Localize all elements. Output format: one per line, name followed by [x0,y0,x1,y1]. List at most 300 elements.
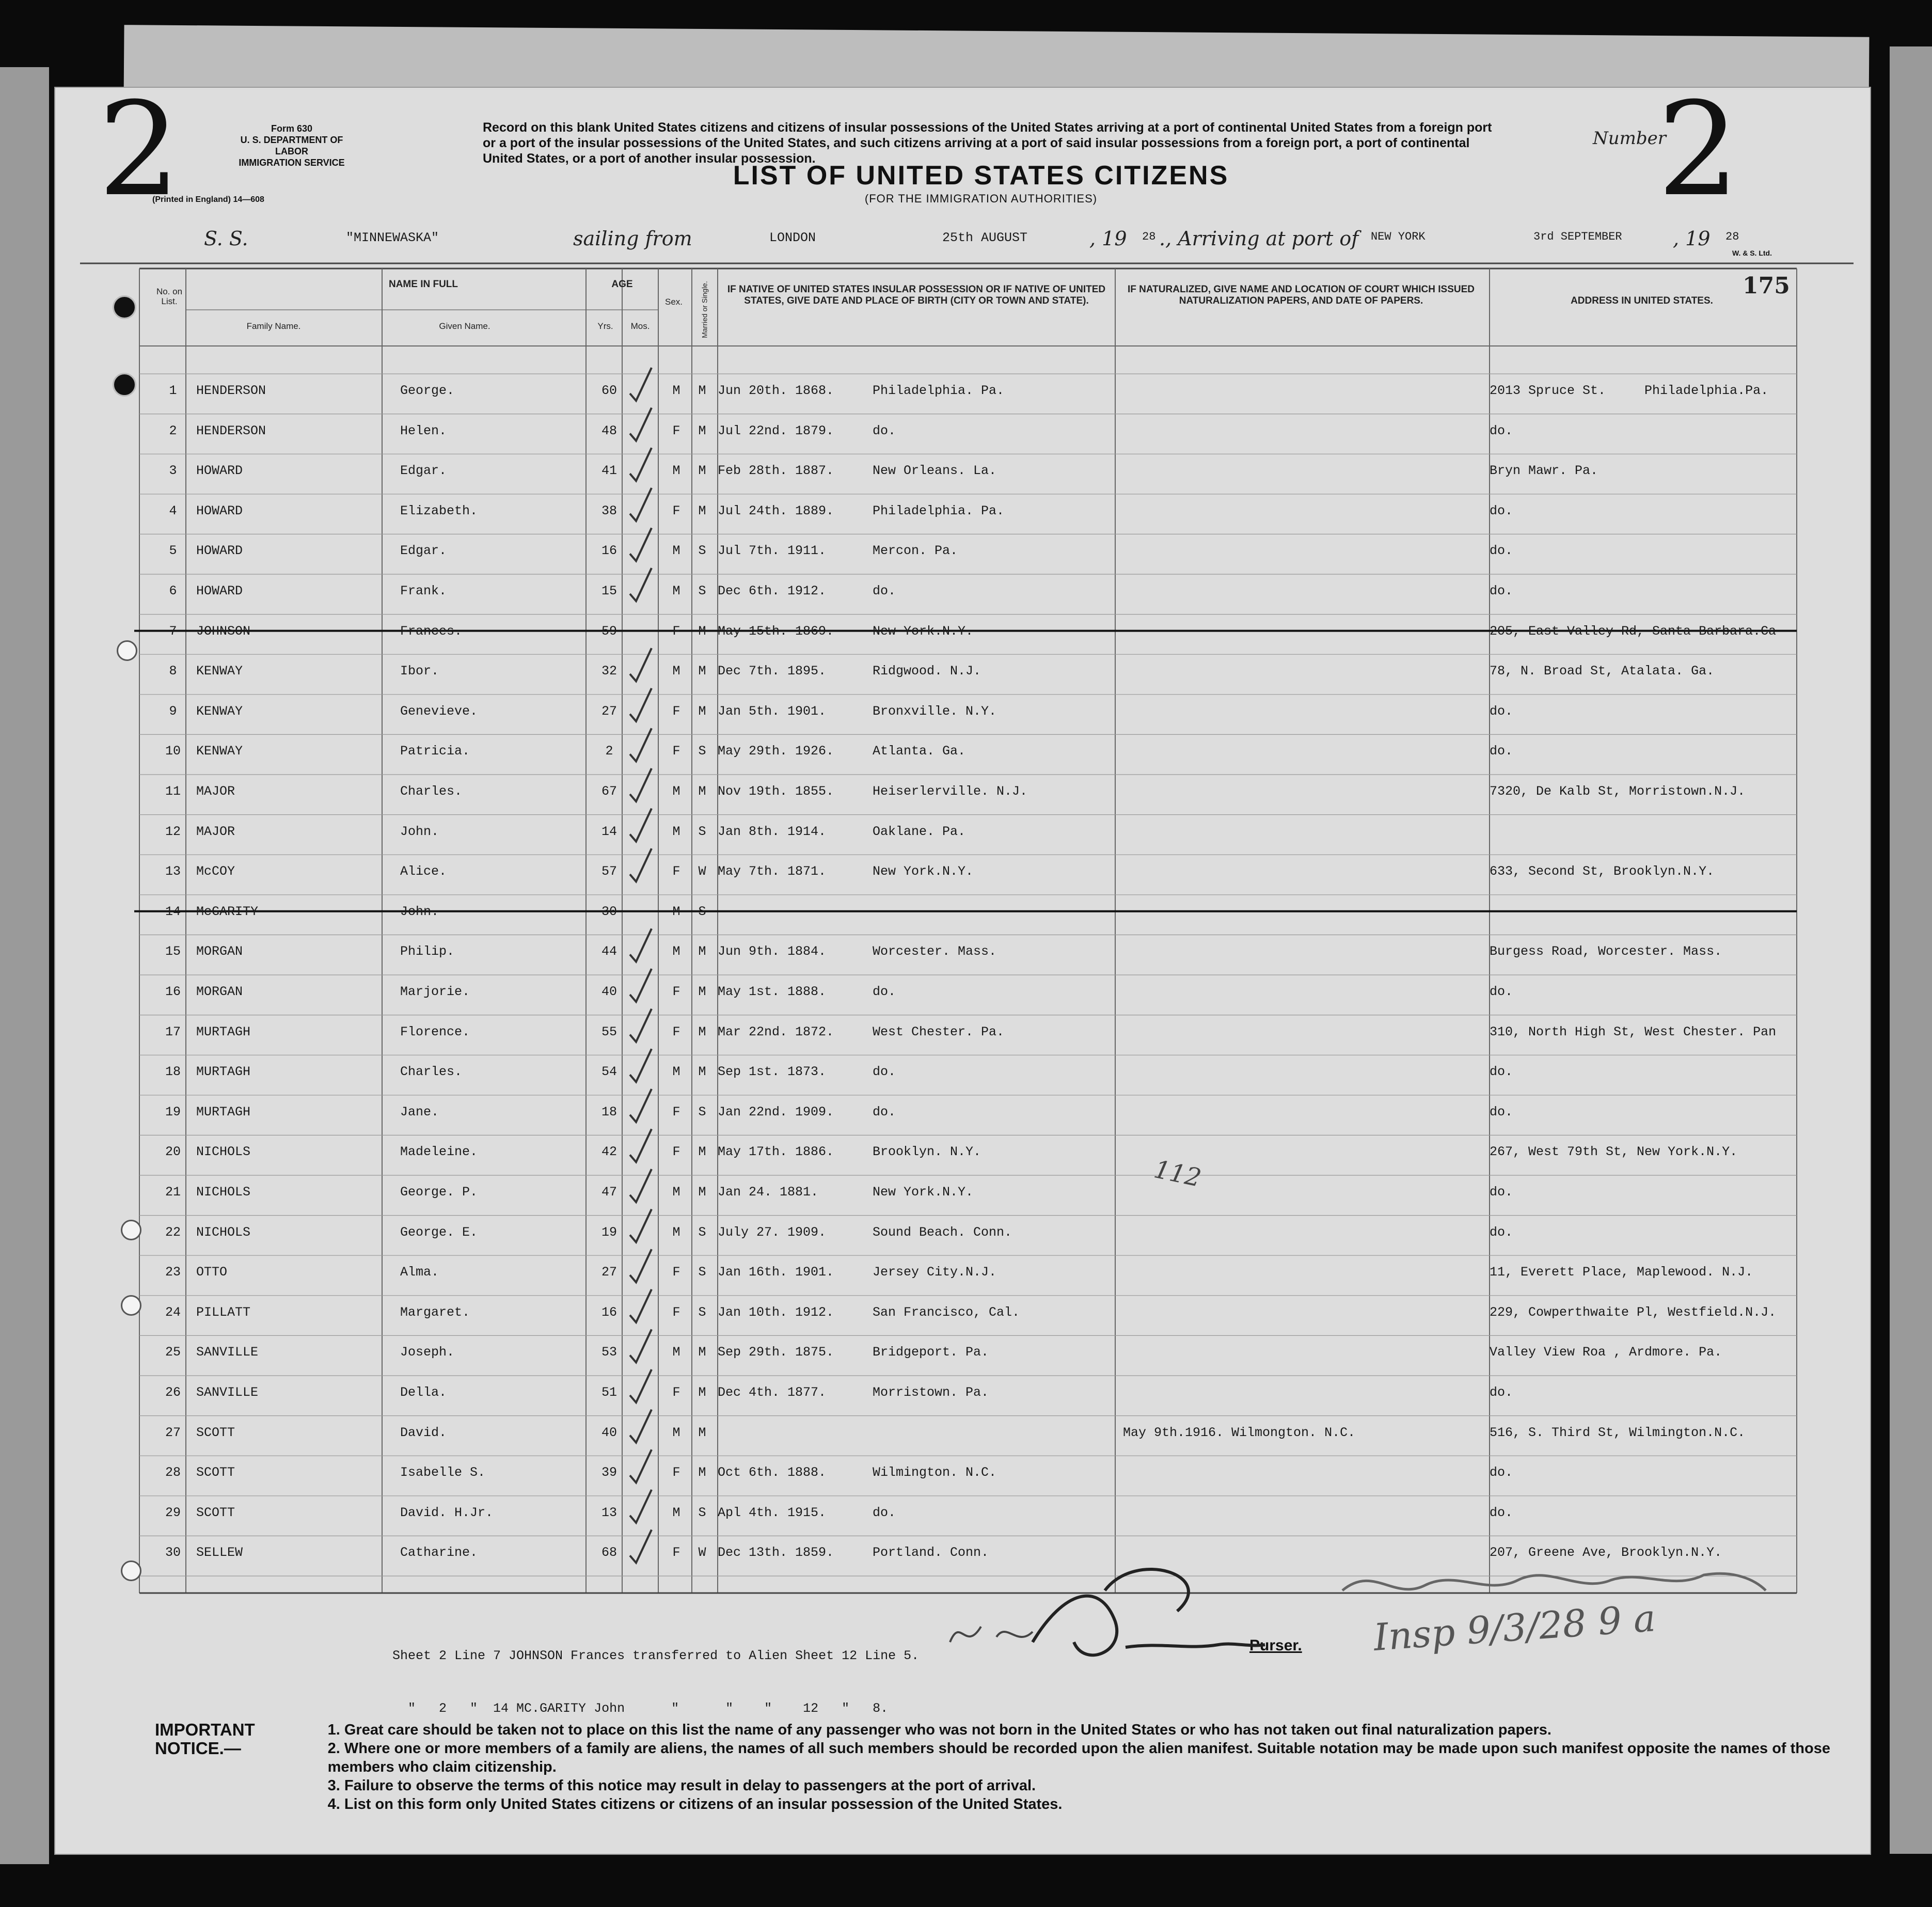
cell-birth-date: Dec 6th. 1912. [718,584,827,598]
cell-family: MORGAN [196,944,243,959]
service: IMMIGRATION SERVICE [239,157,345,168]
page-stamp: 175 [1743,273,1790,299]
col-mos: Mos. [630,321,650,331]
cell-birth-place: do. [873,984,896,999]
cell-address: 207, Greene Ave, Brooklyn.N.Y. [1490,1545,1722,1561]
cell-marital: M [698,1144,706,1160]
cell-birth-date: Jan 16th. 1901. [718,1265,834,1280]
cell-sex: M [672,1345,680,1360]
cell-age: 2 [605,744,613,759]
cell-birth-place: West Chester. Pa. [873,1024,1005,1039]
cell-address: 2013 Spruce St. Philadelphia.Pa. [1490,383,1769,398]
cell-age: 53 [601,1345,617,1360]
cell-sex: M [672,664,680,679]
col-sex: Sex. [664,297,683,307]
cell-address: do. [1490,1064,1513,1080]
cell-marital: M [698,463,706,479]
cell-birth-date: Jun 9th. 1884. [718,944,827,959]
cell-given: Catharine. [400,1545,478,1561]
cell-given: Helen. [400,423,447,438]
cell-given: George. [400,383,455,398]
page-title: LIST OF UNITED STATES CITIZENS [733,161,1229,191]
cell-given: Elizabeth. [400,503,478,518]
cell-birth-date: Sep 1st. 1873. [718,1064,827,1080]
cell-birth-place: Mercon. Pa. [873,543,958,559]
cell-address: do. [1490,1505,1513,1520]
cell-given: John. [400,824,439,839]
cell-no: 15 [165,944,181,959]
cell-age: 54 [601,1064,617,1080]
notice-item: 3. Failure to observe the terms of this notice may result in delay to passengers at the port of arrival. [327,1777,1036,1794]
printed-note: (Printed in England) 14—608 [152,195,264,204]
cell-marital: M [698,703,706,719]
cell-birth-place: Portland. Conn. [873,1545,989,1561]
cell-naturalized: May 9th.1916. Wilmongton. N.C. [1123,1425,1356,1440]
cell-marital: M [698,784,706,799]
cell-sex: M [672,383,680,398]
sailing-label: sailing from [573,227,692,250]
cell-birth-date: Jul 24th. 1889. [718,503,834,518]
cell-marital: M [698,664,706,679]
cell-address: 633, Second St, Brooklyn.N.Y. [1490,864,1715,879]
cell-family: MORGAN [196,984,243,999]
cell-age: 18 [601,1104,617,1120]
departure-port: LONDON [769,230,816,245]
cell-birth-date: May 1st. 1888. [718,984,827,999]
cell-age: 55 [601,1024,617,1039]
cell-marital: M [698,623,706,639]
cell-given: Edgar. [400,543,447,559]
transfer-line-1: Sheet 2 Line 7 JOHNSON Frances transferred to Alien Sheet 12 Line 5. [392,1648,920,1663]
cell-no: 20 [165,1144,181,1160]
cell-sex: M [672,944,680,959]
notice-item: 4. List on this form only United States citizens or citizens of an insular possession of the United States. [327,1796,1063,1813]
cell-age: 38 [601,503,617,518]
cell-no: 8 [169,664,177,679]
cell-no: 7 [169,623,177,639]
cell-address: do. [1490,984,1513,999]
cell-birth-place: do. [873,1505,896,1520]
cell-birth-place: Heiserlerville. N.J. [873,784,1028,799]
arrival-date: 3rd SEPTEMBER [1533,230,1622,243]
cell-given: Frances. [400,623,463,639]
cell-birth-date: May 7th. 1871. [718,864,827,879]
departure-year: 28 [1142,230,1156,243]
cell-family: NICHOLS [196,1144,251,1160]
cell-marital: S [698,1224,706,1240]
departure-date: 25th AUGUST [942,230,1028,245]
cell-given: David. H.Jr. [400,1505,494,1520]
cell-age: 27 [601,703,617,719]
cell-birth-date: Dec 13th. 1859. [718,1545,834,1561]
cell-family: McCOY [196,864,235,879]
cell-birth-date: Jun 20th. 1868. [718,383,834,398]
cell-birth-place: Philadelphia. Pa. [873,503,1005,518]
cell-age: 51 [601,1385,617,1400]
cell-family: HOWARD [196,463,243,479]
cell-sex: M [672,584,680,598]
cell-no: 21 [165,1185,181,1200]
cell-family: MURTAGH [196,1104,251,1120]
cell-age: 39 [601,1465,617,1480]
cell-birth-date: Jan 5th. 1901. [718,703,827,719]
cell-marital: S [698,584,706,598]
cell-age: 40 [601,1425,617,1440]
cell-address: 310, North High St, West Chester. Pan [1490,1024,1777,1039]
cell-family: KENWAY [196,744,243,759]
cell-no: 5 [169,543,177,559]
corner-number-right: 2 [1657,74,1740,225]
cell-age: 27 [601,1265,617,1280]
cell-marital: S [698,1265,706,1280]
cell-address: 11, Everett Place, Maplewood. N.J. [1490,1265,1753,1280]
cell-address: do. [1490,584,1513,598]
cell-address: do. [1490,703,1513,719]
cell-marital: M [698,503,706,518]
col-given-name: Given Name. [439,321,490,331]
cell-given: George. P. [400,1185,478,1200]
cell-family: KENWAY [196,703,243,719]
cell-sex: F [672,1104,680,1120]
cell-birth-place: Oaklane. Pa. [873,824,966,839]
cell-birth-place: Worcester. Mass. [873,944,997,959]
cell-address: do. [1490,423,1513,438]
cell-sex: F [672,1024,680,1039]
col-yrs: Yrs. [597,321,613,331]
cell-marital: M [698,1465,706,1480]
cell-no: 11 [165,784,181,799]
cell-marital: W [698,1545,706,1561]
cell-family: HOWARD [196,503,243,518]
cell-address: 78, N. Broad St, Atalata. Ga. [1490,664,1715,679]
cell-birth-place: New York.N.Y. [873,623,974,639]
col-address: ADDRESS IN UNITED STATES. [1571,295,1713,306]
cell-marital: W [698,864,706,879]
arrival-year: 28 [1725,230,1739,243]
cell-age: 16 [601,1304,617,1320]
cell-age: 59 [601,623,617,639]
form-number: Form 630 [271,123,313,134]
cell-marital: M [698,944,706,959]
cell-sex: F [672,703,680,719]
cell-birth-date: Sep 29th. 1875. [718,1345,834,1360]
cell-no: 13 [165,864,181,879]
cell-family: MAJOR [196,784,235,799]
cell-birth-place: Sound Beach. Conn. [873,1224,1012,1240]
cell-birth-place: do. [873,1064,896,1080]
cell-no: 25 [165,1345,181,1360]
cell-birth-date: Jul 22nd. 1879. [718,423,834,438]
cell-birth-place: do. [873,423,896,438]
cell-age: 15 [601,584,617,598]
cell-birth-date: Mar 22nd. 1872. [718,1024,834,1039]
cell-given: Joseph. [400,1345,455,1360]
cell-address: do. [1490,543,1513,559]
printer-mark: W. & S. Ltd. [1732,249,1772,257]
cell-birth-date: Jul 7th. 1911. [718,543,827,559]
cell-no: 16 [165,984,181,999]
cell-birth-place: Wilmington. N.C. [873,1465,997,1480]
cell-address: do. [1490,1185,1513,1200]
cell-sex: M [672,904,680,919]
purser-signature [1033,1569,1265,1655]
cell-family: SCOTT [196,1425,235,1440]
cell-sex: F [672,1304,680,1320]
margin-initials [950,1627,1033,1642]
cell-no: 19 [165,1104,181,1120]
cell-family: SCOTT [196,1465,235,1480]
cell-age: 13 [601,1505,617,1520]
arriving-label: ., Arriving at port of [1159,227,1359,250]
cell-no: 3 [169,463,177,479]
cell-sex: F [672,1385,680,1400]
cell-no: 22 [165,1224,181,1240]
arrival-port: NEW YORK [1371,230,1426,243]
cell-birth-date: Jan 24. 1881. [718,1185,819,1200]
cell-marital: M [698,383,706,398]
cell-no: 4 [169,503,177,518]
inspector-signature [1342,1573,1766,1590]
cell-age: 16 [601,543,617,559]
cell-age: 44 [601,944,617,959]
cell-no: 27 [165,1425,181,1440]
cell-given: Edgar. [400,463,447,479]
cell-given: Genevieve. [400,703,478,719]
cell-family: HOWARD [196,584,243,598]
col-age: AGE [611,279,633,290]
cell-birth-date: Apl 4th. 1915. [718,1505,827,1520]
cell-family: HENDERSON [196,383,266,398]
cell-address: do. [1490,1465,1513,1480]
cell-family: OTTO [196,1265,228,1280]
cell-no: 6 [169,584,177,598]
corner-number-left: 2 [98,74,181,225]
cell-sex: M [672,463,680,479]
cell-sex: M [672,1425,680,1440]
cell-family: McGARITY [196,904,259,919]
cell-birth-place: do. [873,1104,896,1120]
cell-marital: S [698,1505,706,1520]
cell-address: Valley View Roa , Ardmore. Pa. [1490,1345,1722,1360]
cell-sex: F [672,984,680,999]
cell-birth-place: New York.N.Y. [873,864,974,879]
cell-sex: M [672,1224,680,1240]
cell-age: 30 [601,904,617,919]
number-label: Number [1593,128,1667,149]
cell-birth-place: Jersey City.N.J. [873,1265,997,1280]
cell-age: 40 [601,984,617,999]
cell-marital: S [698,904,706,919]
cell-birth-place: New Orleans. La. [873,463,997,479]
cell-marital: M [698,1024,706,1039]
cell-address: do. [1490,744,1513,759]
cell-given: Madeleine. [400,1144,478,1160]
cell-birth-date: Nov 19th. 1855. [718,784,834,799]
cell-sex: M [672,784,680,799]
cell-birth-place: Bridgeport. Pa. [873,1345,989,1360]
cell-sex: M [672,824,680,839]
cell-no: 30 [165,1545,181,1561]
cell-no: 17 [165,1024,181,1039]
cell-sex: F [672,623,680,639]
cell-birth-date: Jan 22nd. 1909. [718,1104,834,1120]
cell-no: 10 [165,744,181,759]
cell-age: 68 [601,1545,617,1561]
cell-no: 9 [169,703,177,719]
cell-marital: M [698,1185,706,1200]
cell-given: Ibor. [400,664,439,679]
year-prefix-2: , 19 [1673,227,1711,250]
cell-marital: M [698,1425,706,1440]
cell-age: 57 [601,864,617,879]
cell-address: 7320, De Kalb St, Morristown.N.J. [1490,784,1746,799]
cell-marital: M [698,1345,706,1360]
cell-birth-date: May 17th. 1886. [718,1144,834,1160]
cell-age: 19 [601,1224,617,1240]
cell-given: Patricia. [400,744,470,759]
cell-sex: M [672,1185,680,1200]
page-subtitle: (FOR THE IMMIGRATION AUTHORITIES) [864,192,1098,205]
cell-sex: F [672,1144,680,1160]
cell-birth-place: Atlanta. Ga. [873,744,966,759]
cell-address: 205, East Valley Rd, Santa Barbara.Ca [1490,623,1777,639]
cell-birth-date: Dec 7th. 1895. [718,664,827,679]
notice-item: 2. Where one or more members of a family are aliens, the names of all such members should be recorded upon the alien manifest. Suitable notation may be made upon such manifest opposite the names of those members who claim citizenship. [327,1740,1830,1775]
department: U. S. DEPARTMENT OF LABOR [240,135,343,156]
cell-age: 14 [601,824,617,839]
cell-age: 42 [601,1144,617,1160]
cell-age: 67 [601,784,617,799]
cell-family: HOWARD [196,543,243,559]
cell-birth-place: Bronxville. N.Y. [873,703,997,719]
col-no: No. on List. [156,287,183,306]
cell-sex: F [672,1265,680,1280]
col-birth: IF NATIVE OF UNITED STATES INSULAR POSSESSION OR IF NATIVE OF UNITED STATES, GIVE DATE AND PLACE OF BIRTH (CITY OR TOWN AND STATE). [727,284,1106,306]
col-naturalized: IF NATURALIZED, GIVE NAME AND LOCATION OF COURT WHICH ISSUED NATURALIZATION PAPERS, AND DATE OF PAPERS. [1127,284,1475,306]
cell-address: do. [1490,503,1513,518]
cell-given: George. E. [400,1224,478,1240]
important-notice [155,1721,1833,1814]
cell-no: 26 [165,1385,181,1400]
cell-marital: S [698,543,706,559]
cell-family: PILLATT [196,1304,251,1320]
cell-marital: S [698,824,706,839]
cell-no: 24 [165,1304,181,1320]
cell-address: Bryn Mawr. Pa. [1490,463,1598,479]
transfer-line-2: " 2 " 14 MC.GARITY John " " " 12 " 8. [392,1701,889,1716]
cell-sex: M [672,1064,680,1080]
cell-birth-date: July 27. 1909. [718,1224,827,1240]
cell-birth-date: Feb 28th. 1887. [718,463,834,479]
cell-given: Charles. [400,1064,463,1080]
cell-age: 32 [601,664,617,679]
cell-address: do. [1490,1104,1513,1120]
cell-family: JOHNSON [196,623,251,639]
cell-birth-date: May 15th. 1869. [718,623,834,639]
cell-birth-place: Ridgwood. N.J. [873,664,981,679]
cell-birth-place: Brooklyn. N.Y. [873,1144,981,1160]
cell-birth-place: New York.N.Y. [873,1185,974,1200]
cell-given: Marjorie. [400,984,470,999]
notice-heading: IMPORTANT NOTICE.— [155,1720,255,1758]
cell-given: Margaret. [400,1304,470,1320]
cell-no: 18 [165,1064,181,1080]
cell-sex: F [672,423,680,438]
cell-birth-place: Philadelphia. Pa. [873,383,1005,398]
cell-birth-place: do. [873,584,896,598]
cell-address: Burgess Road, Worcester. Mass. [1490,944,1722,959]
cell-birth-date: Jan 10th. 1912. [718,1304,834,1320]
cell-family: SELLEW [196,1545,243,1561]
cell-sex: F [672,1545,680,1561]
cell-marital: S [698,1304,706,1320]
cell-sex: M [672,543,680,559]
cell-no: 2 [169,423,177,438]
cell-no: 1 [169,383,177,398]
cell-family: SCOTT [196,1505,235,1520]
cell-address: 229, Cowperthwaite Pl, Westfield.N.J. [1490,1304,1777,1320]
col-family-name: Family Name. [246,321,301,331]
cell-sex: M [672,1505,680,1520]
cell-birth-date: Jan 8th. 1914. [718,824,827,839]
cell-no: 28 [165,1465,181,1480]
cell-marital: M [698,1385,706,1400]
cell-marital: S [698,744,706,759]
cell-marital: M [698,984,706,999]
cell-age: 60 [601,383,617,398]
cell-family: MURTAGH [196,1064,251,1080]
cell-address: do. [1490,1224,1513,1240]
cell-marital: M [698,1064,706,1080]
inspector-note: Insp 9/3/28 9 a [1372,1596,1657,1659]
cell-birth-date: Oct 6th. 1888. [718,1465,827,1480]
cell-birth-place: Morristown. Pa. [873,1385,989,1400]
cell-no: 14 [165,904,181,919]
cell-family: MURTAGH [196,1024,251,1039]
cell-family: NICHOLS [196,1185,251,1200]
cell-marital: S [698,1104,706,1120]
cell-family: SANVILLE [196,1385,259,1400]
cell-age: 41 [601,463,617,479]
cell-birth-place: San Francisco, Cal. [873,1304,1020,1320]
cell-family: HENDERSON [196,423,266,438]
cell-birth-date: May 29th. 1926. [718,744,834,759]
purser-label: Purser. [1249,1637,1302,1654]
cell-address: 267, West 79th St, New York.N.Y. [1490,1144,1738,1160]
cell-given: John. [400,904,439,919]
cell-birth-date: Dec 4th. 1877. [718,1385,827,1400]
cell-sex: F [672,503,680,518]
cell-given: Charles. [400,784,463,799]
cell-sex: F [672,1465,680,1480]
ship-name: "MINNEWASKA" [346,230,439,245]
ss-label: S. S. [204,227,248,250]
cell-given: Alma. [400,1265,439,1280]
cell-sex: F [672,744,680,759]
cell-sex: F [672,864,680,879]
cell-age: 47 [601,1185,617,1200]
cell-marital: M [698,423,706,438]
cell-given: Isabelle S. [400,1465,486,1480]
cell-given: Florence. [400,1024,470,1039]
cell-given: Jane. [400,1104,439,1120]
record-instructions: Record on this blank United States citizens and citizens of insular possessions of the United States arriving at a port of continental United States from a foreign port or a port of the insular possessions of the United States, and such citizens arriving at a port of said insular possessions from a foreign port, a port of continental United States, or a port of another insular possession. [483,120,1492,166]
cell-given: Alice. [400,864,447,879]
cell-address: do. [1490,1385,1513,1400]
cell-given: Della. [400,1385,447,1400]
cell-family: NICHOLS [196,1224,251,1240]
cell-no: 29 [165,1505,181,1520]
